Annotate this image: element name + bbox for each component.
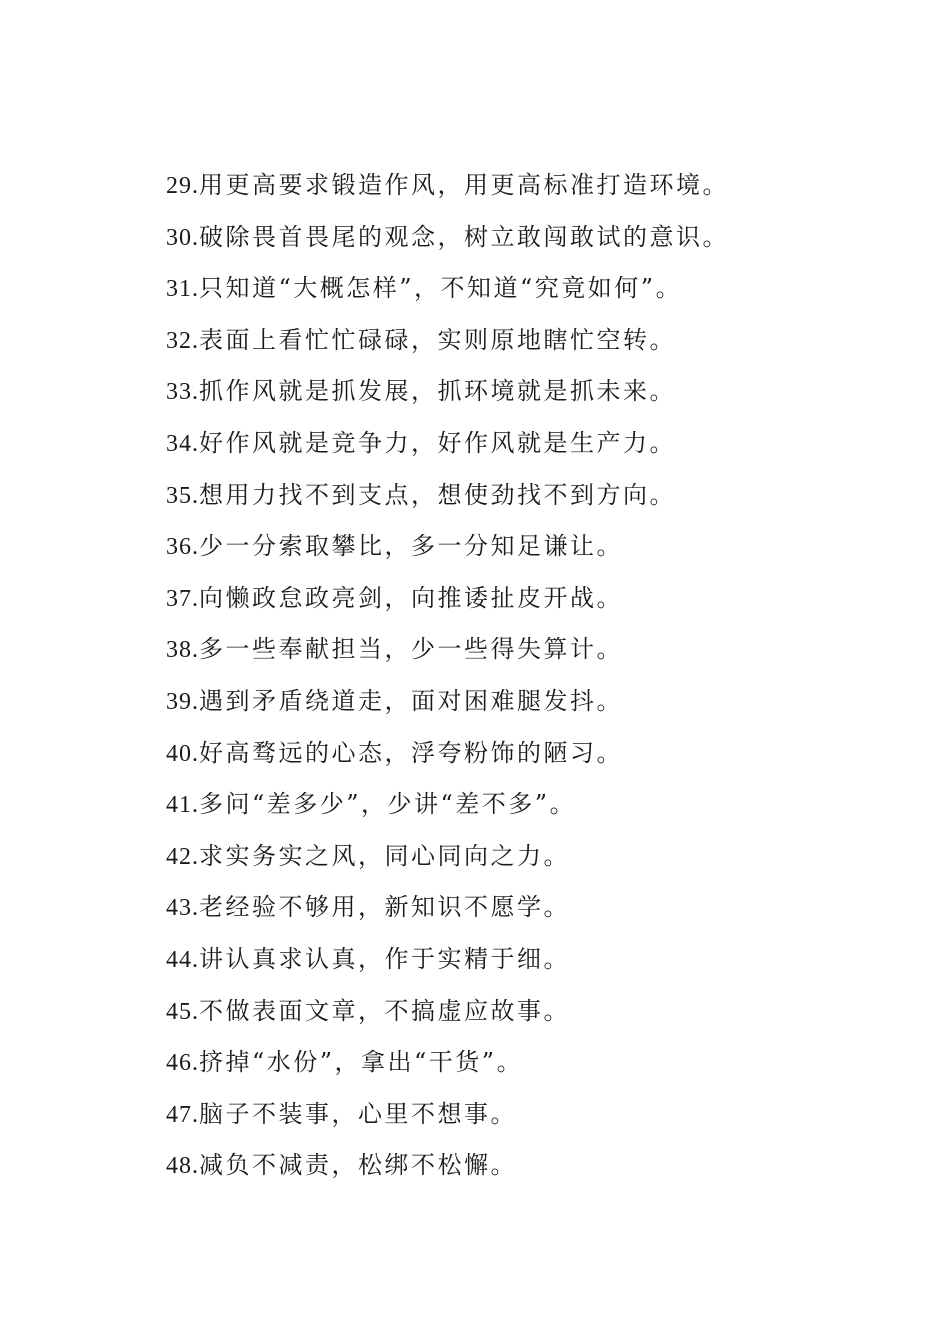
numbered-phrase-list [166, 163, 729, 1195]
list-item [166, 731, 729, 783]
list-item [166, 679, 729, 731]
list-item [166, 989, 729, 1041]
item-number: 32. [166, 327, 199, 354]
item-text: 脑子不装事，心里不想事。 [199, 1099, 517, 1128]
item-number: 43. [166, 895, 199, 922]
item-number: 47. [166, 1101, 199, 1128]
item-text: 想用力找不到支点，想使劲找不到方向。 [199, 480, 676, 509]
list-item [166, 369, 729, 421]
list-item [166, 266, 729, 318]
list-item [166, 215, 729, 267]
item-text: 多一些奉献担当，少一些得失算计。 [199, 635, 623, 664]
item-number: 42. [166, 843, 199, 870]
list-item [166, 1143, 729, 1195]
item-number: 40. [166, 740, 199, 767]
item-number: 34. [166, 430, 199, 457]
list-item [166, 885, 729, 937]
list-item [166, 163, 729, 215]
item-text: 挤掉“水份”，拿出“干货”。 [199, 1048, 524, 1077]
item-text: 少一分索取攀比，多一分知足谦让。 [199, 532, 623, 561]
item-text: 只知道“大概怎样”，不知道“究竟如何”。 [199, 274, 683, 303]
item-text: 不做表面文章，不搞虚应故事。 [199, 996, 570, 1025]
item-number: 41. [166, 792, 199, 819]
list-item [166, 834, 729, 886]
list-item [166, 1092, 729, 1144]
item-text: 老经验不够用，新知识不愿学。 [199, 893, 570, 922]
list-item [166, 1040, 729, 1092]
item-text: 破除畏首畏尾的观念，树立敢闯敢试的意识。 [199, 222, 729, 251]
item-number: 44. [166, 946, 199, 973]
list-item [166, 627, 729, 679]
item-number: 45. [166, 998, 199, 1025]
list-item [166, 473, 729, 525]
item-number: 38. [166, 637, 199, 664]
item-text: 好高骛远的心态，浮夸粉饰的陋习。 [199, 738, 623, 767]
list-item [166, 318, 729, 370]
item-number: 30. [166, 224, 199, 251]
item-number: 33. [166, 379, 199, 406]
list-item [166, 576, 729, 628]
item-text: 多问“差多少”，少讲“差不多”。 [199, 790, 577, 819]
item-text: 用更高要求锻造作风，用更高标准打造环境。 [199, 171, 729, 199]
item-text: 抓作风就是抓发展，抓环境就是抓未来。 [199, 377, 676, 406]
item-text: 遇到矛盾绕道走，面对困难腿发抖。 [199, 686, 623, 715]
list-item [166, 421, 729, 473]
list-item [166, 782, 729, 834]
item-text: 表面上看忙忙碌碌，实则原地瞎忙空转。 [199, 325, 676, 354]
item-number: 29. [166, 173, 199, 199]
item-number: 37. [166, 585, 199, 612]
item-text: 向懒政怠政亮剑，向推诿扯皮开战。 [199, 583, 623, 612]
item-text: 好作风就是竞争力，好作风就是生产力。 [199, 428, 676, 457]
item-text: 求实务实之风，同心同向之力。 [199, 841, 570, 870]
item-number: 36. [166, 534, 199, 561]
item-number: 35. [166, 482, 199, 509]
list-item [166, 937, 729, 989]
item-text: 讲认真求认真，作于实精于细。 [199, 944, 570, 973]
item-text: 减负不减责，松绑不松懈。 [199, 1151, 517, 1180]
item-number: 39. [166, 688, 199, 715]
item-number: 48. [166, 1153, 199, 1180]
item-number: 46. [166, 1050, 199, 1077]
list-item [166, 524, 729, 576]
item-number: 31. [166, 276, 199, 303]
